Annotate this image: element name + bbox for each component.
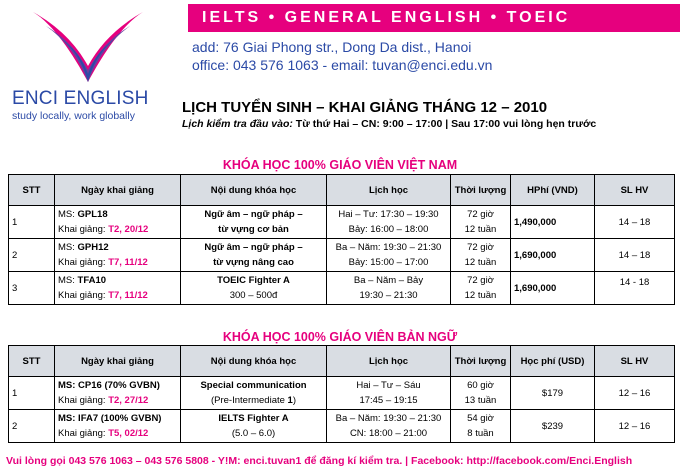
row-stt: 3 <box>9 272 55 305</box>
row-duration <box>451 272 511 305</box>
kg-date: T5, 02/12 <box>108 428 149 439</box>
kg-label: Khai giảng: <box>58 395 106 406</box>
row-duration <box>451 206 511 239</box>
header-content: Nội dung khóa học <box>181 346 327 377</box>
row-stt: 2 <box>9 239 55 272</box>
book-wings-logo-icon <box>28 4 148 86</box>
table-header-row <box>9 346 675 377</box>
schedule-line-1: Ba – Năm – Bảy <box>353 275 424 286</box>
schedule-line-1: Hai – Tư – Sáu <box>356 380 421 391</box>
ms-label: MS: <box>58 242 75 253</box>
kg-date: T7, 11/12 <box>108 290 148 301</box>
row-content <box>181 410 327 443</box>
section-native-teachers-title: KHÓA HỌC 100% GIÁO VIÊN BẢN NGỮ <box>222 330 458 344</box>
content-line-1: TOEIC Fighter A <box>217 275 290 286</box>
row-sl: 12 – 16 <box>595 410 675 443</box>
row-fee: 1,690,000 <box>511 239 595 272</box>
duration-hours: 72 giờ <box>467 242 494 253</box>
content-level: (5.0 – 6.0) <box>231 428 276 439</box>
content-level: (Pre-Intermediate <box>210 395 288 406</box>
ms-code: MS: IFA7 (100% GVBN) <box>58 413 162 424</box>
header-duration: Thời lượng <box>451 175 511 206</box>
row-content <box>181 272 327 305</box>
content-line-2 <box>184 426 323 441</box>
ms-label: MS: <box>58 209 75 220</box>
header-stt: STT <box>9 175 55 206</box>
table-row <box>9 239 675 272</box>
row-fee: 1,490,000 <box>511 206 595 239</box>
ms-code: TFA10 <box>77 275 107 286</box>
header-fee: HPhí (VND) <box>511 175 595 206</box>
row-content <box>181 239 327 272</box>
table-row <box>9 272 675 305</box>
row-schedule <box>327 239 451 272</box>
office-line: office: 043 576 1063 - email: tuvan@enci.edu.vn <box>192 57 493 73</box>
row-fee: $179 <box>511 377 595 410</box>
schedule-line-2: 19:30 – 21:30 <box>359 290 418 301</box>
row-sl: 14 - 18 <box>595 272 675 305</box>
ms-code: MS: CP16 (70% GVBN) <box>58 380 160 391</box>
schedule-line-1: Hai – Tư: 17:30 – 19:30 <box>338 209 439 220</box>
header-duration: Thời lượng <box>451 346 511 377</box>
content-line-1: Special communication <box>200 380 307 391</box>
content-line-1: IELTS Fighter A <box>218 413 289 424</box>
schedule-line-2: Bảy: 15:00 – 17:00 <box>348 257 429 268</box>
brand-tagline: study locally, work globally <box>12 110 135 122</box>
row-fee: $239 <box>511 410 595 443</box>
row-sl: 14 – 18 <box>595 206 675 239</box>
duration-hours: 72 giờ <box>467 275 494 286</box>
table-row <box>9 377 675 410</box>
kg-date: T2, 27/12 <box>108 395 149 406</box>
content-level-close: ) <box>292 395 297 406</box>
row-duration <box>451 410 511 443</box>
row-stt: 1 <box>9 206 55 239</box>
ms-code: GPH12 <box>77 242 109 253</box>
content-line-1: Ngữ âm – ngữ pháp – <box>204 209 303 220</box>
brand-name: ENCI ENGLISH <box>12 88 149 109</box>
header-sl: SL HV <box>595 175 675 206</box>
content-line-2: từ vựng cơ bản <box>218 224 289 235</box>
row-duration <box>451 239 511 272</box>
header-schedule: Lịch học <box>327 346 451 377</box>
table-header-row <box>9 175 675 206</box>
footer-contact: Vui lòng gọi 043 576 1063 – 043 576 5808 - Y!M: enci.tuvan1 để đăng kí kiểm tra. | Facebook: http://facebook.com/Enci.English <box>6 455 633 467</box>
duration-hours: 54 giờ <box>467 413 494 424</box>
row-stt: 2 <box>9 410 55 443</box>
header-date: Ngày khai giảng <box>55 346 181 377</box>
test-schedule-line <box>182 118 596 130</box>
content-line-2 <box>184 393 323 408</box>
header-schedule: Lịch học <box>327 175 451 206</box>
schedule-line-2: 17:45 – 19:15 <box>359 395 418 406</box>
row-date <box>55 377 181 410</box>
row-date <box>55 239 181 272</box>
schedule-line-1: Ba – Năm: 19:30 – 21:30 <box>335 413 442 424</box>
kg-label: Khai giảng: <box>58 428 106 439</box>
kg-label: Khai giảng: <box>58 290 106 301</box>
duration-weeks: 13 tuần <box>464 395 497 406</box>
schedule-line-1: Ba – Năm: 19:30 – 21:30 <box>335 242 442 253</box>
row-schedule <box>327 272 451 305</box>
schedule-line-2: CN: 18:00 – 21:00 <box>349 428 428 439</box>
content-line-2: từ vựng nâng cao <box>213 257 294 268</box>
row-date <box>55 272 181 305</box>
header-stt: STT <box>9 346 55 377</box>
duration-weeks: 12 tuần <box>464 257 497 268</box>
native-course-table <box>8 345 675 443</box>
content-line-2: 300 – 500đ <box>229 290 278 301</box>
address-line: add: 76 Giai Phong str., Dong Da dist., Hanoi <box>192 39 472 55</box>
content-level-number: 1 <box>287 395 293 406</box>
row-date <box>55 410 181 443</box>
row-schedule <box>327 377 451 410</box>
page-title: LỊCH TUYỂN SINH – KHAI GIẢNG THÁNG 12 – 2010 <box>182 99 548 116</box>
kg-date: T7, 11/12 <box>108 257 148 268</box>
duration-weeks: 8 tuần <box>467 428 494 439</box>
row-schedule <box>327 206 451 239</box>
ms-code: GPL18 <box>77 209 108 220</box>
header-date: Ngày khai giảng <box>55 175 181 206</box>
table-row <box>9 410 675 443</box>
ms-label: MS: <box>58 275 75 286</box>
duration-hours: 60 giờ <box>467 380 494 391</box>
enci-logo <box>6 4 178 122</box>
duration-weeks: 12 tuần <box>464 290 497 301</box>
test-schedule-text: Từ thứ Hai – CN: 9:00 – 17:00 | Sau 17:00 vui lòng hẹn trước <box>295 118 597 130</box>
header-fee: Học phí (USD) <box>511 346 595 377</box>
row-sl: 12 – 16 <box>595 377 675 410</box>
row-content <box>181 206 327 239</box>
row-date <box>55 206 181 239</box>
header-content: Nội dung khóa học <box>181 175 327 206</box>
row-content <box>181 377 327 410</box>
kg-label: Khai giảng: <box>58 224 106 235</box>
row-sl: 14 – 18 <box>595 239 675 272</box>
course-banner: IELTS • GENERAL ENGLISH • TOEIC <box>188 4 680 32</box>
schedule-line-2: Bảy: 16:00 – 18:00 <box>348 224 429 235</box>
kg-date: T2, 20/12 <box>108 224 149 235</box>
test-schedule-label: Lịch kiểm tra đầu vào: <box>182 118 293 130</box>
header-sl: SL HV <box>595 346 675 377</box>
duration-weeks: 12 tuần <box>464 224 497 235</box>
content-line-1: Ngữ âm – ngữ pháp – <box>204 242 303 253</box>
table-row <box>9 206 675 239</box>
row-schedule <box>327 410 451 443</box>
kg-label: Khai giảng: <box>58 257 106 268</box>
vietnamese-course-table <box>8 174 675 305</box>
duration-hours: 72 giờ <box>467 209 494 220</box>
section-vietnamese-teachers-title: KHÓA HỌC 100% GIÁO VIÊN VIỆT NAM <box>222 158 458 172</box>
row-stt: 1 <box>9 377 55 410</box>
row-duration <box>451 377 511 410</box>
row-fee: 1,690,000 <box>511 272 595 305</box>
